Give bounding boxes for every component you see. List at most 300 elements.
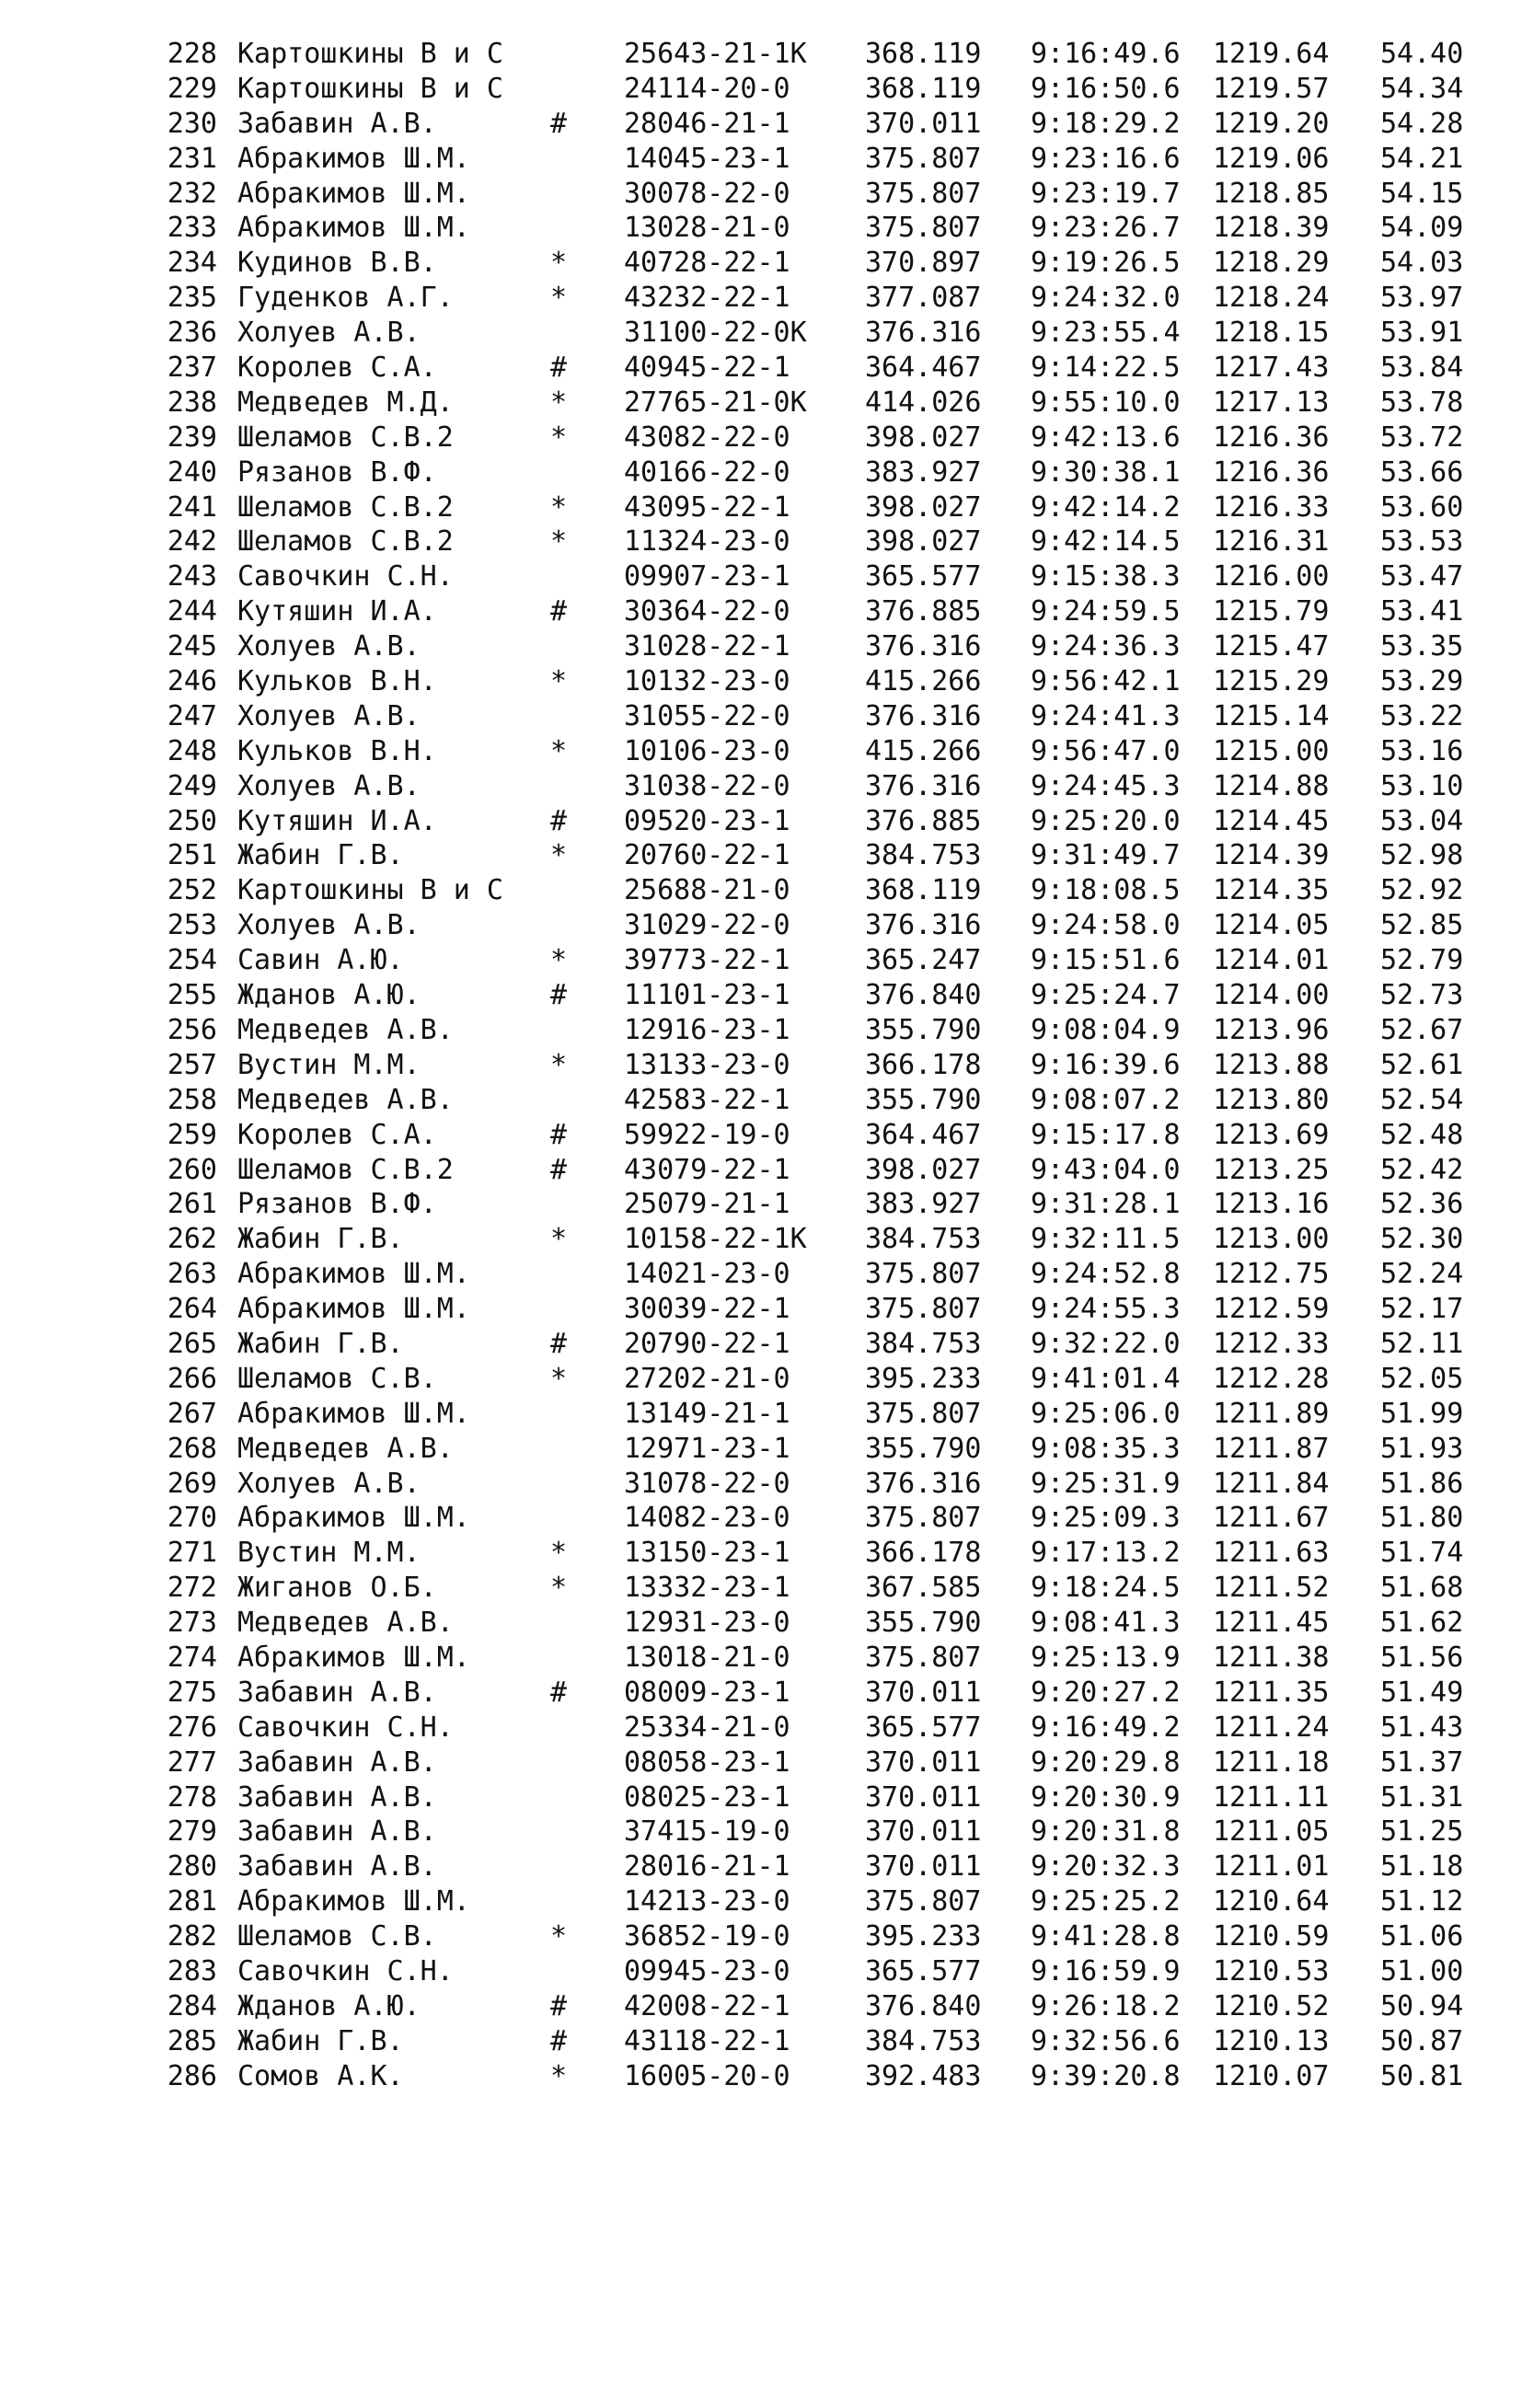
ring-number: 16005-20-0 <box>624 2059 790 2092</box>
speed-value: 1210.53 <box>1213 1954 1330 1987</box>
fancier-name: Шеламов С.В.2 <box>237 525 454 559</box>
score-value: 53.91 <box>1380 317 1464 350</box>
arrival-time: 9:18:24.5 <box>1031 1572 1181 1605</box>
distance-value: 365.577 <box>865 1711 982 1744</box>
distance-value: 375.807 <box>865 1397 982 1430</box>
score-value: 51.99 <box>1380 1397 1464 1430</box>
speed-value: 1211.35 <box>1213 1676 1330 1709</box>
arrival-time: 9:25:20.0 <box>1031 804 1181 837</box>
ring-number: 14082-23-0 <box>624 1502 790 1535</box>
arrival-time: 9:16:49.2 <box>1031 1711 1181 1744</box>
place-number: 233 <box>167 212 217 245</box>
distance-value: 370.011 <box>865 1850 982 1884</box>
distance-value: 384.753 <box>865 2024 982 2057</box>
ring-number: 43079-22-1 <box>624 1153 790 1186</box>
place-number: 283 <box>167 1954 217 1987</box>
speed-value: 1211.67 <box>1213 1502 1330 1535</box>
fancier-name: Забавин А.В. <box>237 1746 437 1779</box>
arrival-time: 9:25:25.2 <box>1031 1885 1181 1918</box>
arrival-time: 9:08:07.2 <box>1031 1083 1181 1116</box>
mark-symbol: * <box>550 839 568 872</box>
score-value: 51.00 <box>1380 1954 1464 1987</box>
table-row <box>0 1083 1522 1118</box>
distance-value: 384.753 <box>865 839 982 872</box>
mark-symbol: * <box>550 734 568 767</box>
place-number: 231 <box>167 142 217 175</box>
score-value: 51.31 <box>1380 1780 1464 1814</box>
place-number: 238 <box>167 386 217 419</box>
arrival-time: 9:24:32.0 <box>1031 282 1181 315</box>
table-row <box>0 804 1522 839</box>
score-value: 52.92 <box>1380 874 1464 907</box>
distance-value: 414.026 <box>865 386 982 419</box>
distance-value: 365.577 <box>865 1954 982 1987</box>
fancier-name: Забавин А.В. <box>237 1780 437 1814</box>
ring-number: 14213-23-0 <box>624 1885 790 1918</box>
table-row <box>0 594 1522 629</box>
place-number: 278 <box>167 1780 217 1814</box>
mark-symbol: * <box>550 1223 568 1256</box>
fancier-name: Королев С.А. <box>237 351 437 385</box>
place-number: 275 <box>167 1676 217 1709</box>
arrival-time: 9:20:29.8 <box>1031 1746 1181 1779</box>
table-row <box>0 490 1522 525</box>
ring-number: 31055-22-0 <box>624 699 790 732</box>
score-value: 51.18 <box>1380 1850 1464 1884</box>
ring-number: 24114-20-0 <box>624 72 790 105</box>
speed-value: 1216.31 <box>1213 525 1330 559</box>
distance-value: 367.585 <box>865 1572 982 1605</box>
fancier-name: Картошкины В и С <box>237 874 503 907</box>
arrival-time: 9:19:26.5 <box>1031 247 1181 280</box>
score-value: 51.62 <box>1380 1607 1464 1640</box>
fancier-name: Картошкины В и С <box>237 72 503 105</box>
place-number: 249 <box>167 769 217 802</box>
fancier-name: Королев С.А. <box>237 1118 437 1151</box>
table-row <box>0 1292 1522 1327</box>
mark-symbol: # <box>550 1676 568 1709</box>
table-row <box>0 1746 1522 1780</box>
place-number: 232 <box>167 177 217 210</box>
table-row <box>0 978 1522 1013</box>
speed-value: 1216.00 <box>1213 560 1330 593</box>
fancier-name: Кульков В.Н. <box>237 665 437 698</box>
distance-value: 365.577 <box>865 560 982 593</box>
ring-number: 08025-23-1 <box>624 1780 790 1814</box>
score-value: 53.16 <box>1380 734 1464 767</box>
fancier-name: Савочкин С.Н. <box>237 560 454 593</box>
distance-value: 375.807 <box>865 1641 982 1674</box>
place-number: 253 <box>167 909 217 942</box>
table-row <box>0 142 1522 177</box>
distance-value: 398.027 <box>865 1153 982 1186</box>
speed-value: 1211.89 <box>1213 1397 1330 1430</box>
ring-number: 09520-23-1 <box>624 804 790 837</box>
score-value: 51.93 <box>1380 1432 1464 1465</box>
ring-number: 27765-21-0К <box>624 386 807 419</box>
speed-value: 1215.29 <box>1213 665 1330 698</box>
ring-number: 42583-22-1 <box>624 1083 790 1116</box>
place-number: 285 <box>167 2024 217 2057</box>
fancier-name: Жабин Г.В. <box>237 1223 404 1256</box>
ring-number: 36852-19-0 <box>624 1920 790 1953</box>
ring-number: 42008-22-1 <box>624 1989 790 2022</box>
arrival-time: 9:15:17.8 <box>1031 1118 1181 1151</box>
fancier-name: Забавин А.В. <box>237 107 437 140</box>
speed-value: 1218.85 <box>1213 177 1330 210</box>
mark-symbol: * <box>550 525 568 559</box>
score-value: 54.21 <box>1380 142 1464 175</box>
mark-symbol: # <box>550 979 568 1012</box>
arrival-time: 9:25:06.0 <box>1031 1397 1181 1430</box>
speed-value: 1211.87 <box>1213 1432 1330 1465</box>
ring-number: 39773-22-1 <box>624 944 790 977</box>
place-number: 236 <box>167 317 217 350</box>
distance-value: 376.885 <box>865 804 982 837</box>
ring-number: 12971-23-1 <box>624 1432 790 1465</box>
speed-value: 1212.75 <box>1213 1258 1330 1291</box>
results-table <box>0 37 1522 2094</box>
mark-symbol: # <box>550 804 568 837</box>
arrival-time: 9:15:51.6 <box>1031 944 1181 977</box>
place-number: 254 <box>167 944 217 977</box>
ring-number: 10106-23-0 <box>624 734 790 767</box>
distance-value: 355.790 <box>865 1432 982 1465</box>
distance-value: 376.316 <box>865 317 982 350</box>
table-row <box>0 1118 1522 1153</box>
mark-symbol: # <box>550 2024 568 2057</box>
place-number: 251 <box>167 839 217 872</box>
fancier-name: Жиганов О.Б. <box>237 1572 437 1605</box>
table-row <box>0 1711 1522 1746</box>
ring-number: 08058-23-1 <box>624 1746 790 1779</box>
table-row <box>0 177 1522 212</box>
arrival-time: 9:08:41.3 <box>1031 1607 1181 1640</box>
table-row <box>0 1013 1522 1048</box>
fancier-name: Жданов А.Ю. <box>237 1989 421 2022</box>
ring-number: 28016-21-1 <box>624 1850 790 1884</box>
score-value: 54.15 <box>1380 177 1464 210</box>
table-row <box>0 1571 1522 1606</box>
place-number: 274 <box>167 1641 217 1674</box>
table-row <box>0 699 1522 734</box>
place-number: 248 <box>167 734 217 767</box>
speed-value: 1213.69 <box>1213 1118 1330 1151</box>
score-value: 51.06 <box>1380 1920 1464 1953</box>
speed-value: 1219.57 <box>1213 72 1330 105</box>
score-value: 54.03 <box>1380 247 1464 280</box>
fancier-name: Картошкины В и С <box>237 38 503 70</box>
arrival-time: 9:08:04.9 <box>1031 1013 1181 1046</box>
distance-value: 376.316 <box>865 1467 982 1500</box>
arrival-time: 9:42:14.2 <box>1031 490 1181 524</box>
table-row <box>0 107 1522 142</box>
place-number: 252 <box>167 874 217 907</box>
place-number: 284 <box>167 1989 217 2022</box>
score-value: 53.22 <box>1380 699 1464 732</box>
ring-number: 20790-22-1 <box>624 1327 790 1360</box>
table-row <box>0 2024 1522 2059</box>
table-row <box>0 1919 1522 1954</box>
score-value: 52.54 <box>1380 1083 1464 1116</box>
place-number: 246 <box>167 665 217 698</box>
speed-value: 1210.07 <box>1213 2059 1330 2092</box>
score-value: 51.37 <box>1380 1746 1464 1779</box>
fancier-name: Шеламов С.В. <box>237 1920 437 1953</box>
ring-number: 28046-21-1 <box>624 107 790 140</box>
fancier-name: Абракимов Ш.М. <box>237 1502 470 1535</box>
score-value: 52.24 <box>1380 1258 1464 1291</box>
arrival-time: 9:20:30.9 <box>1031 1780 1181 1814</box>
fancier-name: Шеламов С.В. <box>237 1362 437 1395</box>
fancier-name: Абракимов Ш.М. <box>237 1885 470 1918</box>
score-value: 52.05 <box>1380 1362 1464 1395</box>
distance-value: 398.027 <box>865 490 982 524</box>
place-number: 262 <box>167 1223 217 1256</box>
arrival-time: 9:26:18.2 <box>1031 1989 1181 2022</box>
speed-value: 1211.18 <box>1213 1746 1330 1779</box>
mark-symbol: # <box>550 1327 568 1360</box>
speed-value: 1211.24 <box>1213 1711 1330 1744</box>
fancier-name: Кудинов В.В. <box>237 247 437 280</box>
table-row <box>0 1397 1522 1432</box>
arrival-time: 9:25:24.7 <box>1031 979 1181 1012</box>
score-value: 53.29 <box>1380 665 1464 698</box>
arrival-time: 9:30:38.1 <box>1031 455 1181 489</box>
arrival-time: 9:24:52.8 <box>1031 1258 1181 1291</box>
score-value: 52.61 <box>1380 1048 1464 1081</box>
speed-value: 1213.96 <box>1213 1013 1330 1046</box>
place-number: 265 <box>167 1327 217 1360</box>
table-row <box>0 629 1522 664</box>
score-value: 52.36 <box>1380 1188 1464 1221</box>
table-row <box>0 1501 1522 1536</box>
speed-value: 1213.00 <box>1213 1223 1330 1256</box>
place-number: 257 <box>167 1048 217 1081</box>
speed-value: 1211.84 <box>1213 1467 1330 1500</box>
arrival-time: 9:32:22.0 <box>1031 1327 1181 1360</box>
distance-value: 364.467 <box>865 1118 982 1151</box>
arrival-time: 9:23:26.7 <box>1031 212 1181 245</box>
fancier-name: Абракимов Ш.М. <box>237 1258 470 1291</box>
fancier-name: Кульков В.Н. <box>237 734 437 767</box>
fancier-name: Шеламов С.В.2 <box>237 490 454 524</box>
mark-symbol: * <box>550 944 568 977</box>
distance-value: 375.807 <box>865 1293 982 1326</box>
distance-value: 366.178 <box>865 1537 982 1570</box>
ring-number: 25334-21-0 <box>624 1711 790 1744</box>
ring-number: 59922-19-0 <box>624 1118 790 1151</box>
place-number: 266 <box>167 1362 217 1395</box>
place-number: 250 <box>167 804 217 837</box>
fancier-name: Жабин Г.В. <box>237 839 404 872</box>
arrival-time: 9:41:01.4 <box>1031 1362 1181 1395</box>
place-number: 237 <box>167 351 217 385</box>
distance-value: 370.011 <box>865 1780 982 1814</box>
speed-value: 1212.33 <box>1213 1327 1330 1360</box>
score-value: 53.41 <box>1380 595 1464 628</box>
table-row <box>0 1467 1522 1502</box>
fancier-name: Савин А.Ю. <box>237 944 404 977</box>
fancier-name: Абракимов Ш.М. <box>237 1293 470 1326</box>
table-row <box>0 1989 1522 2024</box>
place-number: 239 <box>167 421 217 454</box>
place-number: 247 <box>167 699 217 732</box>
ring-number: 30039-22-1 <box>624 1293 790 1326</box>
ring-number: 12916-23-1 <box>624 1013 790 1046</box>
fancier-name: Жданов А.Ю. <box>237 979 421 1012</box>
distance-value: 395.233 <box>865 1362 982 1395</box>
ring-number: 31038-22-0 <box>624 769 790 802</box>
distance-value: 375.807 <box>865 177 982 210</box>
fancier-name: Шеламов С.В.2 <box>237 1153 454 1186</box>
arrival-time: 9:18:29.2 <box>1031 107 1181 140</box>
arrival-time: 9:20:27.2 <box>1031 1676 1181 1709</box>
place-number: 228 <box>167 38 217 70</box>
arrival-time: 9:32:11.5 <box>1031 1223 1181 1256</box>
place-number: 286 <box>167 2059 217 2092</box>
ring-number: 13133-23-0 <box>624 1048 790 1081</box>
place-number: 264 <box>167 1293 217 1326</box>
ring-number: 25643-21-1К <box>624 38 807 70</box>
score-value: 50.87 <box>1380 2024 1464 2057</box>
speed-value: 1210.52 <box>1213 1989 1330 2022</box>
place-number: 245 <box>167 630 217 663</box>
speed-value: 1211.38 <box>1213 1641 1330 1674</box>
fancier-name: Забавин А.В. <box>237 1676 437 1709</box>
distance-value: 392.483 <box>865 2059 982 2092</box>
ring-number: 31028-22-1 <box>624 630 790 663</box>
place-number: 280 <box>167 1850 217 1884</box>
arrival-time: 9:24:58.0 <box>1031 909 1181 942</box>
fancier-name: Шеламов С.В.2 <box>237 421 454 454</box>
fancier-name: Абракимов Ш.М. <box>237 142 470 175</box>
mark-symbol: * <box>550 421 568 454</box>
place-number: 234 <box>167 247 217 280</box>
fancier-name: Сомов А.К. <box>237 2059 404 2092</box>
place-number: 272 <box>167 1572 217 1605</box>
speed-value: 1214.88 <box>1213 769 1330 802</box>
score-value: 53.72 <box>1380 421 1464 454</box>
ring-number: 25079-21-1 <box>624 1188 790 1221</box>
score-value: 54.34 <box>1380 72 1464 105</box>
arrival-time: 9:25:09.3 <box>1031 1502 1181 1535</box>
score-value: 50.81 <box>1380 2059 1464 2092</box>
ring-number: 08009-23-1 <box>624 1676 790 1709</box>
mark-symbol: * <box>550 386 568 419</box>
speed-value: 1214.00 <box>1213 979 1330 1012</box>
place-number: 256 <box>167 1013 217 1046</box>
place-number: 259 <box>167 1118 217 1151</box>
mark-symbol: # <box>550 351 568 385</box>
table-row <box>0 1327 1522 1362</box>
speed-value: 1210.64 <box>1213 1885 1330 1918</box>
distance-value: 377.087 <box>865 282 982 315</box>
table-row <box>0 734 1522 769</box>
distance-value: 375.807 <box>865 1885 982 1918</box>
place-number: 282 <box>167 1920 217 1953</box>
ring-number: 31078-22-0 <box>624 1467 790 1500</box>
place-number: 267 <box>167 1397 217 1430</box>
place-number: 258 <box>167 1083 217 1116</box>
score-value: 51.43 <box>1380 1711 1464 1744</box>
table-row <box>0 1606 1522 1641</box>
place-number: 281 <box>167 1885 217 1918</box>
mark-symbol: * <box>550 1048 568 1081</box>
place-number: 279 <box>167 1815 217 1849</box>
arrival-time: 9:23:55.4 <box>1031 317 1181 350</box>
table-row <box>0 1954 1522 1989</box>
score-value: 53.47 <box>1380 560 1464 593</box>
arrival-time: 9:42:13.6 <box>1031 421 1181 454</box>
place-number: 229 <box>167 72 217 105</box>
arrival-time: 9:39:20.8 <box>1031 2059 1181 2092</box>
table-row <box>0 664 1522 699</box>
speed-value: 1219.64 <box>1213 38 1330 70</box>
fancier-name: Забавин А.В. <box>237 1815 437 1849</box>
distance-value: 376.840 <box>865 979 982 1012</box>
score-value: 51.74 <box>1380 1537 1464 1570</box>
ring-number: 11324-23-0 <box>624 525 790 559</box>
ring-number: 40166-22-0 <box>624 455 790 489</box>
speed-value: 1213.25 <box>1213 1153 1330 1186</box>
ring-number: 09907-23-1 <box>624 560 790 593</box>
distance-value: 398.027 <box>865 421 982 454</box>
fancier-name: Абракимов Ш.М. <box>237 1641 470 1674</box>
arrival-time: 9:16:59.9 <box>1031 1954 1181 1987</box>
arrival-time: 9:16:50.6 <box>1031 72 1181 105</box>
score-value: 51.49 <box>1380 1676 1464 1709</box>
score-value: 52.48 <box>1380 1118 1464 1151</box>
fancier-name: Савочкин С.Н. <box>237 1711 454 1744</box>
speed-value: 1211.45 <box>1213 1607 1330 1640</box>
score-value: 51.25 <box>1380 1815 1464 1849</box>
distance-value: 370.011 <box>865 107 982 140</box>
table-row <box>0 1432 1522 1467</box>
ring-number: 13018-21-0 <box>624 1641 790 1674</box>
mark-symbol: * <box>550 1572 568 1605</box>
table-row <box>0 838 1522 873</box>
speed-value: 1210.59 <box>1213 1920 1330 1953</box>
distance-value: 395.233 <box>865 1920 982 1953</box>
speed-value: 1218.15 <box>1213 317 1330 350</box>
speed-value: 1219.06 <box>1213 142 1330 175</box>
score-value: 52.73 <box>1380 979 1464 1012</box>
table-row <box>0 1641 1522 1676</box>
arrival-time: 9:24:59.5 <box>1031 595 1181 628</box>
ring-number: 13149-21-1 <box>624 1397 790 1430</box>
arrival-time: 9:56:47.0 <box>1031 734 1181 767</box>
speed-value: 1212.28 <box>1213 1362 1330 1395</box>
speed-value: 1214.01 <box>1213 944 1330 977</box>
ring-number: 43095-22-1 <box>624 490 790 524</box>
arrival-time: 9:16:49.6 <box>1031 38 1181 70</box>
table-row <box>0 1257 1522 1292</box>
mark-symbol: * <box>550 2059 568 2092</box>
ring-number: 13150-23-1 <box>624 1537 790 1570</box>
speed-value: 1214.39 <box>1213 839 1330 872</box>
score-value: 53.66 <box>1380 455 1464 489</box>
table-row <box>0 1536 1522 1571</box>
distance-value: 383.927 <box>865 1188 982 1221</box>
table-row <box>0 211 1522 246</box>
arrival-time: 9:31:28.1 <box>1031 1188 1181 1221</box>
arrival-time: 9:41:28.8 <box>1031 1920 1181 1953</box>
ring-number: 14021-23-0 <box>624 1258 790 1291</box>
table-row <box>0 1048 1522 1083</box>
distance-value: 376.840 <box>865 1989 982 2022</box>
ring-number: 11101-23-1 <box>624 979 790 1012</box>
